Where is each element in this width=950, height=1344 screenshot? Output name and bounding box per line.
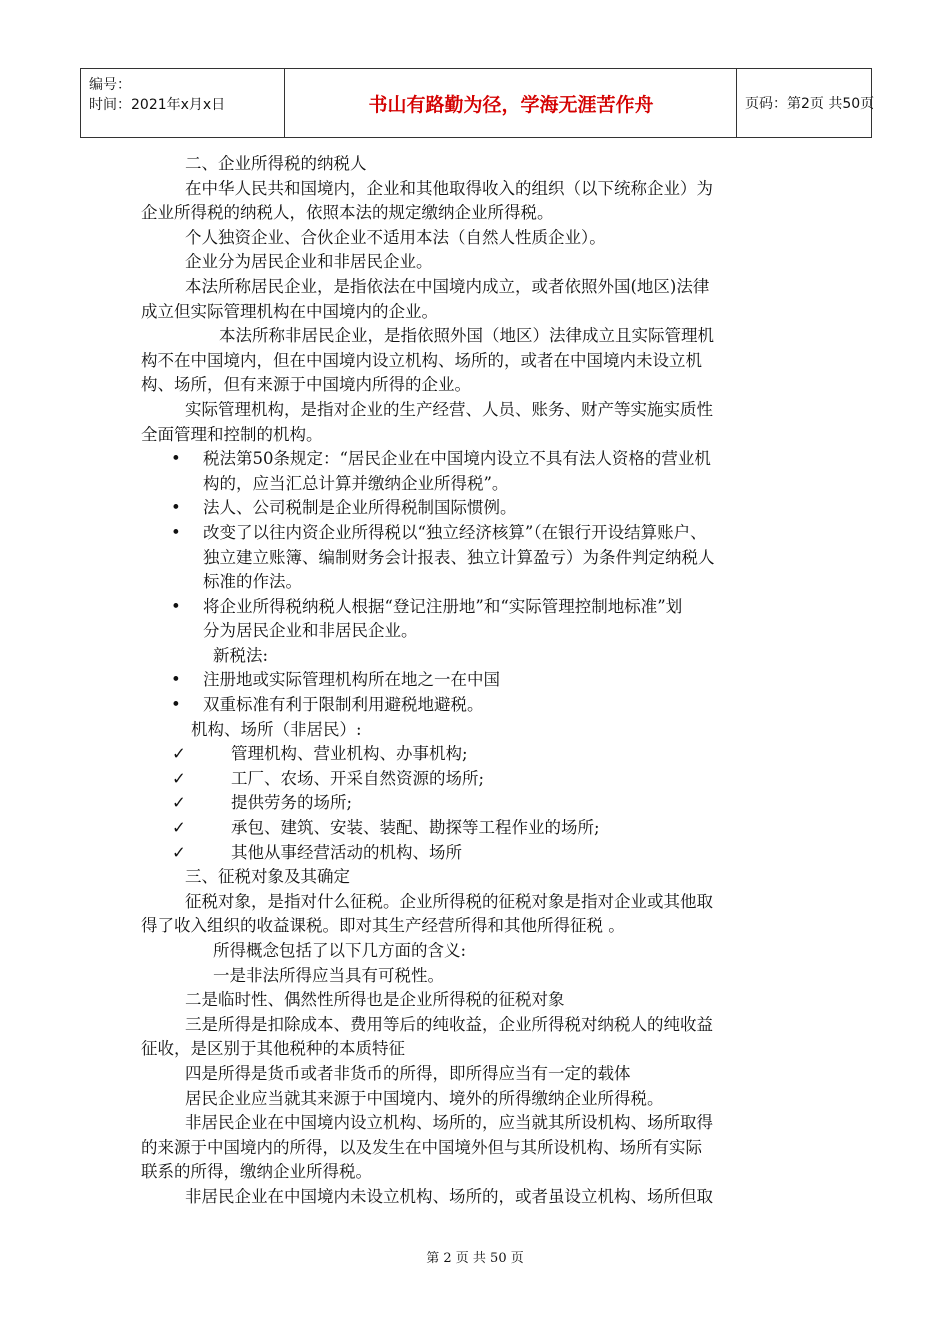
paragraph-line: 三是所得是扣除成本、费用等后的纯收益，企业所得税对纳税人的纯收益	[185, 1014, 713, 1034]
check-item	[145, 816, 815, 841]
bullet-continuation: 构的，应当汇总计算并缴纳企业所得税”。	[203, 473, 509, 493]
paragraph-line: 企业所得税的纳税人，依照本法的规定缴纳企业所得税。	[141, 203, 554, 223]
check-text: 管理机构、营业机构、办事机构;	[231, 744, 468, 764]
paragraph-line: 二是临时性、偶然性所得也是企业所得税的征税对象	[185, 990, 565, 1010]
subheading-new-tax-law: 新税法:	[213, 645, 269, 665]
paragraph-line: 联系的所得，缴纳企业所得税。	[141, 1162, 372, 1182]
paragraph-line: 的来源于中国境内的所得，以及发生在中国境外但与其所设机构、场所有实际	[141, 1137, 702, 1157]
paragraph-line: 本法所称非居民企业，是指依照外国（地区）法律成立且实际管理机	[219, 326, 714, 346]
paragraph-line: 构不在中国境内，但在中国境内设立机构、场所的，或者在中国境内未设立机	[141, 350, 702, 370]
paragraph-line: 征收，是区别于其他税种的本质特征	[141, 1039, 405, 1059]
bullet-item	[145, 668, 815, 693]
paragraph-line: 非居民企业在中国境内未设立机构、场所的，或者虽设立机构、场所但取	[185, 1186, 713, 1206]
document-header-table	[80, 68, 875, 138]
paragraph-line: 居民企业应当就其来源于中国境内、境外的所得缴纳企业所得税。	[185, 1088, 664, 1108]
bullet-continuation: 分为居民企业和非居民企业。	[203, 621, 418, 641]
bullet-item	[145, 521, 815, 546]
check-item	[145, 791, 815, 816]
page-footer: 第 2 页 共 50 页	[426, 1251, 524, 1266]
check-text: 其他从事经营活动的机构、场所	[231, 842, 462, 862]
paragraph-line: 全面管理和控制的机构。	[141, 424, 323, 444]
check-text: 提供劳务的场所;	[231, 793, 353, 813]
paragraph-line: 征税对象，是指对什么征税。企业所得税的征税对象是指对企业或其他取	[185, 891, 713, 911]
document-number-label: 编号：	[89, 77, 131, 93]
document-time-label: 时间：2021年x月x日	[89, 97, 226, 113]
paragraph-line: 成立但实际管理机构在中国境内的企业。	[141, 301, 438, 321]
section-heading-taxpayer: 二、企业所得税的纳税人	[185, 154, 367, 173]
subheading-institutions: 机构、场所（非居民）:	[191, 719, 362, 739]
header-motto: 书山有路勤为径，学海无涯苦作舟	[286, 69, 737, 137]
paragraph-line: 构、场所，但有来源于中国境内所得的企业。	[141, 375, 471, 395]
checkmark-icon: ✓	[172, 744, 186, 764]
paragraph-line: 本法所称居民企业，是指依法在中国境内成立，或者依照外国(地区)法律	[185, 276, 710, 296]
bullet-icon: •	[171, 522, 181, 542]
checkmark-icon: ✓	[172, 842, 186, 862]
section-heading-tax-object: 三、征税对象及其确定	[185, 867, 350, 887]
header-meta-cell	[81, 69, 285, 137]
bullet-icon: •	[171, 596, 181, 616]
bullet-text: 法人、公司税制是企业所得税制国际惯例。	[203, 498, 517, 518]
paragraph-line: 一是非法所得应当具有可税性。	[213, 965, 444, 985]
check-text: 工厂、农场、开采自然资源的场所;	[231, 768, 485, 788]
paragraph-line: 得了收入组织的收益课税。即对其生产经营所得和其他所得征税 。	[141, 916, 625, 936]
paragraph-line: 在中华人民共和国境内，企业和其他取得收入的组织（以下统称企业）为	[185, 178, 713, 198]
header-page-info: 页码：第2页 共50页	[745, 96, 875, 112]
bullet-text: 税法第50条规定：“居民企业在中国境内设立不具有法人资格的营业机	[203, 449, 711, 469]
checkmark-icon: ✓	[172, 818, 186, 838]
bullet-item	[145, 595, 815, 620]
bullet-icon: •	[171, 498, 181, 518]
paragraph-line: 非居民企业在中国境内设立机构、场所的，应当就其所设机构、场所取得	[185, 1113, 713, 1133]
check-text: 承包、建筑、安装、装配、勘探等工程作业的场所;	[231, 818, 600, 838]
bullet-text: 注册地或实际管理机构所在地之一在中国	[203, 670, 500, 690]
checkmark-icon: ✓	[172, 768, 186, 788]
bullet-item	[145, 496, 815, 521]
paragraph-line: 个人独资企业、合伙企业不适用本法（自然人性质企业）。	[185, 227, 606, 247]
check-item	[145, 767, 815, 792]
bullet-icon: •	[171, 670, 181, 690]
bullet-icon: •	[171, 449, 181, 469]
document-body	[141, 152, 815, 1210]
checkmark-icon: ✓	[172, 793, 186, 813]
bullet-continuation: 标准的作法。	[203, 572, 302, 592]
check-item	[145, 742, 815, 767]
check-item	[145, 841, 815, 866]
paragraph-line: 四是所得是货币或者非货币的所得，即所得应当有一定的载体	[185, 1063, 631, 1083]
paragraph-line: 所得概念包括了以下几方面的含义:	[213, 941, 467, 960]
bullet-icon: •	[171, 695, 181, 715]
paragraph-line: 企业分为居民企业和非居民企业。	[185, 252, 433, 272]
bullet-text: 双重标准有利于限制利用避税地避税。	[203, 695, 484, 715]
bullet-item	[145, 447, 815, 472]
bullet-continuation: 独立建立账簿、编制财务会计报表、独立计算盈亏）为条件判定纳税人	[203, 547, 715, 567]
bullet-text: 改变了以往内资企业所得税以“独立经济核算”（在银行开设结算账户、	[203, 522, 707, 542]
bullet-text: 将企业所得税纳税人根据“登记注册地”和“实际管理控制地标准”划	[203, 596, 683, 616]
bullet-item	[145, 693, 815, 718]
paragraph-line: 实际管理机构，是指对企业的生产经营、人员、账务、财产等实施实质性	[185, 399, 713, 419]
